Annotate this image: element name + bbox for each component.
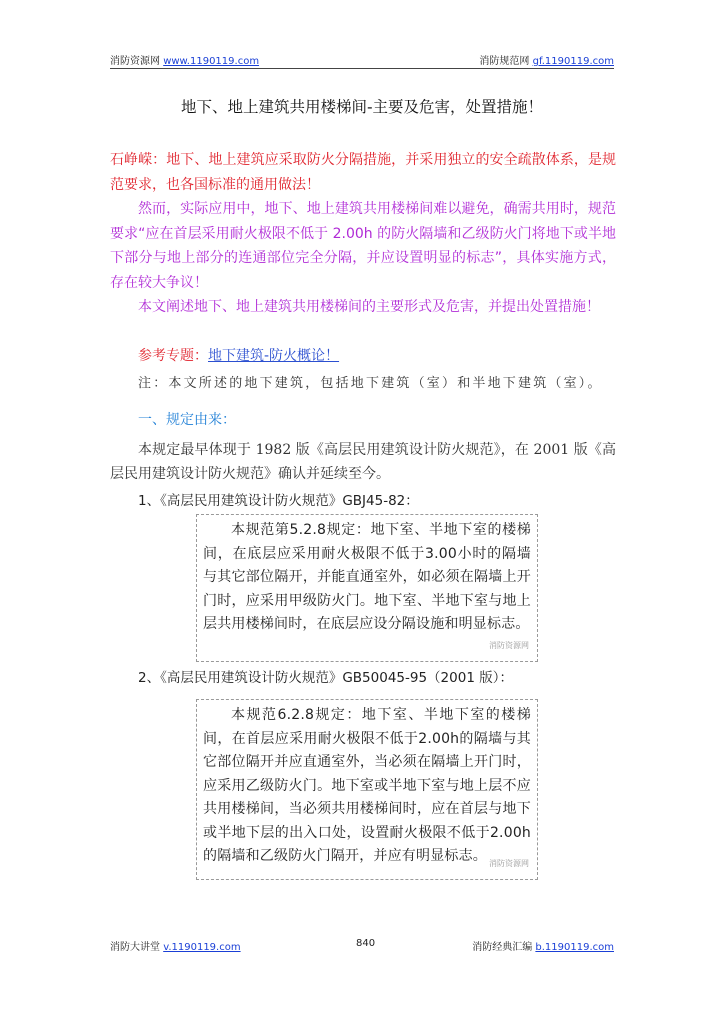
quote-box-2 xyxy=(196,699,538,880)
section-paragraph: 本规定最早体现于 1982 版《高层民用建筑设计防火规范》，在 2001 版《高层民用建筑设计防火规范》确认并延续至今。 xyxy=(110,442,616,482)
watermark-1: 消防资源网 xyxy=(489,640,529,650)
page-title: 地下、地上建筑共用楼梯间-主要及危害，处置措施！ xyxy=(180,98,544,116)
header-left-link[interactable]: www.1190119.com xyxy=(163,56,260,67)
reference-topic xyxy=(138,344,618,369)
scope-note: 注：本文所述的地下建筑，包括地下建筑（室）和半地下建筑（室）。 xyxy=(138,376,603,391)
quote-box-1 xyxy=(196,514,538,662)
header-right xyxy=(479,52,614,67)
footer-right-label: 消防经典汇编 xyxy=(472,942,533,953)
section-heading: 一、规定由来： xyxy=(138,412,236,428)
page-number: 840 xyxy=(356,938,376,949)
intro-paragraph-3: 本文阐述地下、地上建筑共用楼梯间的主要形式及危害，并提出处置措施！ xyxy=(138,299,600,315)
page-header xyxy=(110,52,614,69)
footer-left-label: 消防大讲堂 xyxy=(110,942,160,953)
reference-link[interactable]: 地下建筑-防火概论！ xyxy=(208,348,340,364)
reference-label: 参考专题： xyxy=(138,348,208,364)
header-right-label: 消防规范网 xyxy=(479,56,530,67)
watermark-2: 消防资源网 xyxy=(489,858,529,868)
list-item-2: 2、《高层民用建筑设计防火规范》GB50045-95（2001 版）： xyxy=(138,670,513,686)
intro-paragraph-2: 然而，实际应用中，地下、地上建筑共用楼梯间难以避免，确需共用时，规范要求“应在首层采用耐火极限不低于 2.00h 的防火隔墙和乙级防火门将地下或半地下部分与地上部分的连通部位完全分隔，并应设置明显的标志”，具体实施方式，存在较大争议！ xyxy=(110,201,616,291)
header-left xyxy=(110,52,259,67)
header-left-label: 消防资源网 xyxy=(110,56,160,67)
header-right-link[interactable]: gf.1190119.com xyxy=(532,56,614,67)
footer-left xyxy=(110,938,241,953)
footer-left-link[interactable]: v.1190119.com xyxy=(163,942,241,953)
list-item-1: 1、《高层民用建筑设计防火规范》GBJ45-82： xyxy=(138,493,419,509)
intro-paragraph-1: 石峥嵘：地下、地上建筑应采取防火分隔措施，并采用独立的安全疏散体系，是规范要求，也各国标准的通用做法！ xyxy=(110,152,616,193)
footer-right xyxy=(472,938,614,953)
quote-text-2: 本规范6.2.8规定：地下室、半地下室的楼梯间，在首层应采用耐火极限不低于2.00h的隔墙与其它部位隔开并应直通室外，当必须在隔墙上开门时，应采用乙级防火门。地下室或半地下室与地上层不应共用楼梯间，当必须共用楼梯间时，应在首层与地下或半地下层的出入口处，设置耐火极限不低于2.00h的隔墙和乙级防火门隔开，并应有明显标志。 xyxy=(203,707,531,864)
footer-right-link[interactable]: b.1190119.com xyxy=(535,942,614,953)
page-footer xyxy=(110,938,614,954)
quote-text-1: 本规范第5.2.8规定：地下室、半地下室的楼梯间，在底层应采用耐火极限不低于3.00小时的隔墙与其它部位隔开，并能直通室外，如必须在隔墙上开门时，应采用甲级防火门。地下室、半地下室与地上层共用楼梯间时，在底层应设分隔设施和明显标志。 xyxy=(203,522,531,632)
